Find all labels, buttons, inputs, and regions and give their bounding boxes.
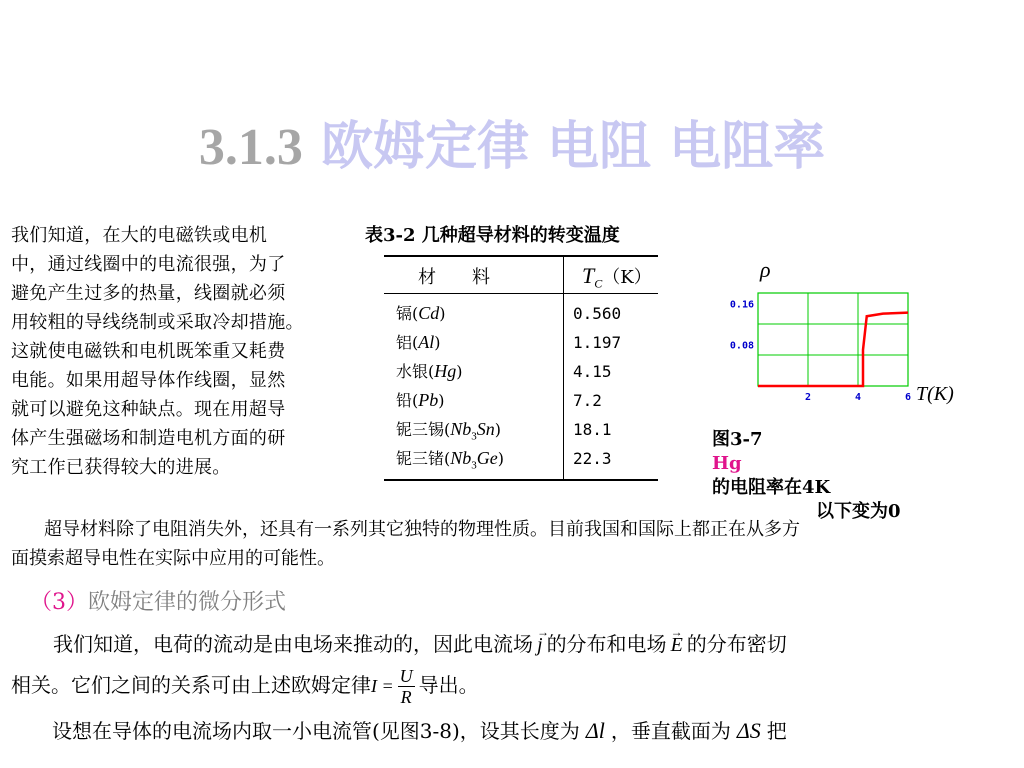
material-cell: 铝(Al) <box>396 332 441 352</box>
tc-cell: 22.3 <box>573 449 612 468</box>
paragraph-line: 面摸索超导电性在实际中应用的可能性。 <box>11 548 335 569</box>
superconductor-table <box>384 255 658 481</box>
chemical-formula: $Nb_3Sn$ <box>450 419 495 443</box>
paragraph-line: 超导材料除了电阻消失外，还具有一系列其它独特的物理性质。目前我国和国际上都正在从多方 <box>44 519 800 540</box>
intro-line: 究工作已获得较大的进展。 <box>11 457 231 478</box>
tc-cell: 1.197 <box>573 333 622 352</box>
chemical-formula: $Nb_3Ge$ <box>450 448 498 472</box>
material-cell: 铌三锡$(Nb_3Sn)$ <box>396 419 502 443</box>
y-axis-symbol: ρ <box>760 257 771 282</box>
intro-line: 中，通过线圈中的电流很强，为了 <box>11 254 286 275</box>
equation-fraction <box>398 666 415 707</box>
material-cell: 水银(Hg) <box>396 361 463 381</box>
material-cell: 镉(Cd) <box>396 303 446 323</box>
delta-s-symbol: ΔS <box>736 718 761 743</box>
section-index: （3） <box>30 590 88 615</box>
header-material: 材 料 <box>418 267 490 288</box>
table-header-rule <box>384 293 658 294</box>
x-axis-symbol: T(K) <box>916 383 954 405</box>
title-number: 3.1.3 <box>198 119 303 176</box>
text-span: 相关。它们之间的关系可由上述欧姆定律 <box>11 673 371 697</box>
paragraph-current-tube <box>52 715 787 744</box>
tc-column <box>573 299 621 473</box>
equation-lhs: I = <box>371 676 394 696</box>
table-bottom-rule <box>384 479 658 481</box>
intro-line: 用较粗的导线绕制或采取冷却措施。 <box>11 312 304 333</box>
title-text: 欧姆定律 电阻 电阻率 <box>320 116 826 177</box>
x-tick-label: 2 <box>804 392 812 403</box>
header-tc <box>582 263 652 292</box>
delta-l-symbol: Δl <box>585 718 605 743</box>
intro-line: 我们知道，在大的电磁铁或电机 <box>11 225 268 246</box>
text-span: 的分布密切 <box>686 632 787 656</box>
caption-rest: 的电阻率在4K <box>712 477 831 498</box>
figure-caption <box>712 428 1012 524</box>
y-tick-label: 0.08 <box>729 340 754 352</box>
paragraph-ohm-differential <box>11 624 787 707</box>
tc-unit: （K） <box>602 267 652 288</box>
material-column <box>396 299 504 473</box>
table-caption: 表3-2 几种超导材料的转变温度 <box>365 225 620 246</box>
table-top-rule <box>384 255 658 257</box>
text-span: ，垂直截面为 <box>610 719 731 743</box>
fraction-numerator: U <box>399 666 413 686</box>
slide-title <box>0 104 1024 179</box>
section-heading <box>30 585 286 616</box>
text-span: 把 <box>766 719 787 743</box>
y-tick-label: 0.16 <box>729 299 754 311</box>
material-cell: 铅(Pb) <box>396 390 445 410</box>
paragraph-line <box>11 665 787 707</box>
caption-line-1 <box>712 428 1012 500</box>
tc-cell: 4.15 <box>573 362 612 381</box>
plot-frame <box>758 293 908 386</box>
intro-line: 电能。如果用超导体作线圈，显然 <box>11 370 286 391</box>
material-cell: 铌三锗$(Nb_3Ge)$ <box>396 448 505 472</box>
text-span: 导出。 <box>418 673 479 697</box>
caption-prefix: 图3-7 <box>712 429 763 450</box>
text-span: 我们知道，电荷的流动是由电场来推动的，因此电流场 <box>53 632 533 656</box>
chemical-formula: Hg <box>434 361 457 381</box>
x-tick-label: 4 <box>854 392 862 403</box>
intro-line: 这就使电磁铁和电机既笨重又耗费 <box>11 341 286 362</box>
section-title: 欧姆定律的微分形式 <box>88 590 287 615</box>
intro-line: 体产生强磁场和制造电机方面的研 <box>11 428 286 449</box>
chemical-formula: Al <box>418 332 435 352</box>
chemical-formula: Cd <box>418 303 440 323</box>
tc-cell: 7.2 <box>573 391 602 410</box>
caption-line-2: 以下变为0 <box>816 501 901 522</box>
intro-line: 避免产生过多的热量，线圈就必须 <box>11 283 286 304</box>
tc-cell: 0.560 <box>573 304 622 323</box>
text-span: 设想在导体的电流场内取一小电流管(见图3-8)，设其长度为 <box>52 719 580 743</box>
tc-symbol: T <box>582 263 595 288</box>
chemical-formula: Pb <box>418 390 439 410</box>
table-column-divider <box>563 257 564 479</box>
intro-paragraph <box>11 221 367 482</box>
paragraph-applications <box>11 515 800 573</box>
tc-cell: 18.1 <box>573 420 612 439</box>
tc-subscript: C <box>594 276 603 291</box>
caption-highlight: Hg <box>712 453 742 474</box>
paragraph-line <box>11 624 787 665</box>
intro-line: 就可以避免这种缺点。现在用超导 <box>11 399 286 420</box>
fraction-denominator: R <box>400 687 412 707</box>
electric-field-symbol: → E <box>671 625 683 665</box>
current-density-symbol: → j <box>537 625 543 665</box>
x-tick-label: 6 <box>904 392 912 403</box>
resistivity-chart <box>718 255 1018 415</box>
text-span: 的分布和电场 <box>546 632 667 656</box>
